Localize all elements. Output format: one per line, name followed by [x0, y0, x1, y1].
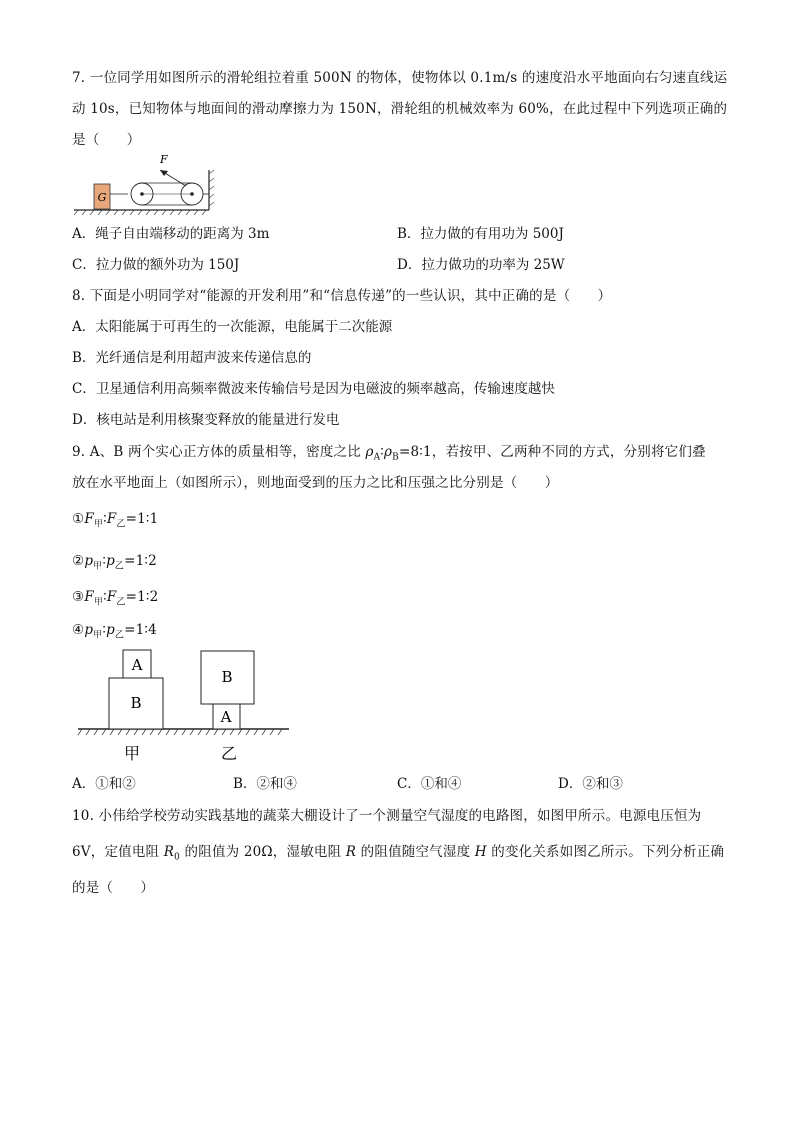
q9-item-2: $②p_甲∶p_乙=1∶2$	[72, 553, 157, 572]
q9-line-1	[72, 442, 706, 468]
q7-option-d[interactable]: D．拉力做功的功率为 25W	[397, 257, 565, 273]
label-yi: 乙	[220, 744, 238, 763]
rho-sub-b: B	[392, 452, 399, 463]
q10-line-2: 6V，定值电阻 $R_0$ 的阻值为 20Ω，湿敏电阻 R 的阻值随空气湿度 H 的变化关系如图乙所示。下列分析正确	[72, 844, 725, 863]
q8-option-b[interactable]: B．光纤通信是利用超声波来传递信息的	[72, 350, 312, 366]
q7-line-2: 动 10s，已知物体与地面间的滑动摩擦力为 150N，滑轮组的机械效率为 60%，在此过程中下列选项正确的	[72, 101, 728, 117]
q10-line-1: 10. 小伟给学校劳动实践基地的蔬菜大棚设计了一个测量空气湿度的电路图，如图甲所示。电源电压恒为	[72, 808, 702, 824]
q10-line-3: 的是（ ）	[72, 880, 155, 896]
yi-block-b-label: B	[221, 668, 233, 686]
rho-sub-a: A	[373, 452, 381, 463]
q8-option-a[interactable]: A．太阳能属于可再生的一次能源，电能属于二次能源	[72, 319, 393, 335]
q9-line-2: 放在水平地面上（如图所示），则地面受到的压力之比和压强之比分别是（ ）	[72, 475, 559, 491]
q7-line-3: 是（ ）	[72, 132, 141, 148]
q9-line-1-post: =8∶1，若按甲、乙两种不同的方式，分别将它们叠	[398, 444, 706, 460]
q9-line-1-pre: 9. A、B 两个实心正方体的质量相等，密度之比	[72, 444, 366, 460]
q8-option-d[interactable]: D．核电站是利用核聚变释放的能量进行发电	[72, 412, 340, 428]
force-label: F	[160, 153, 168, 166]
q9-option-b[interactable]: B．②和④	[233, 776, 297, 792]
jia-block-a-label: A	[131, 656, 143, 674]
stacked-blocks-figure	[74, 645, 294, 767]
q9-option-c[interactable]: C．①和④	[397, 776, 462, 792]
q9-item-4: $④p_甲∶p_乙=1∶4$	[72, 622, 157, 641]
q9-option-a[interactable]: A．①和②	[72, 776, 136, 792]
q9-item-3: $③F_甲∶F_乙=1∶2$	[72, 589, 159, 608]
rho-symbol: ρ	[365, 444, 374, 460]
yi-block-a-label: A	[220, 708, 232, 726]
rho-symbol: ρ	[384, 444, 393, 460]
block-g-label: G	[97, 191, 107, 204]
q7-option-b[interactable]: B．拉力做的有用功为 500J	[397, 226, 564, 242]
q9-item-1: $①F_甲∶F_乙=1∶1$	[72, 511, 159, 530]
q7-option-c[interactable]: C．拉力做的额外功为 150J	[72, 257, 240, 273]
q9-option-d[interactable]: D．②和③	[558, 776, 623, 792]
q8-stem: 8. 下面是小明同学对“能源的开发利用”和“信息传递”的一些认识，其中正确的是（ ）	[72, 288, 612, 304]
jia-block-b-label: B	[130, 694, 142, 712]
q8-option-c[interactable]: C．卫星通信利用高频率微波来传输信号是因为电磁波的频率越高，传输速度越快	[72, 381, 555, 397]
q7-option-a[interactable]: A．绳子自由端移动的距离为 3m	[72, 226, 270, 242]
pulley-figure	[74, 150, 224, 216]
label-jia: 甲	[123, 744, 141, 763]
ratio-sep: ∶	[380, 444, 384, 460]
q7-line-1: 7. 一位同学用如图所示的滑轮组拉着重 500N 的物体，使物体以 0.1m/s 的速度沿水平地面向右匀速直线运	[72, 70, 728, 86]
